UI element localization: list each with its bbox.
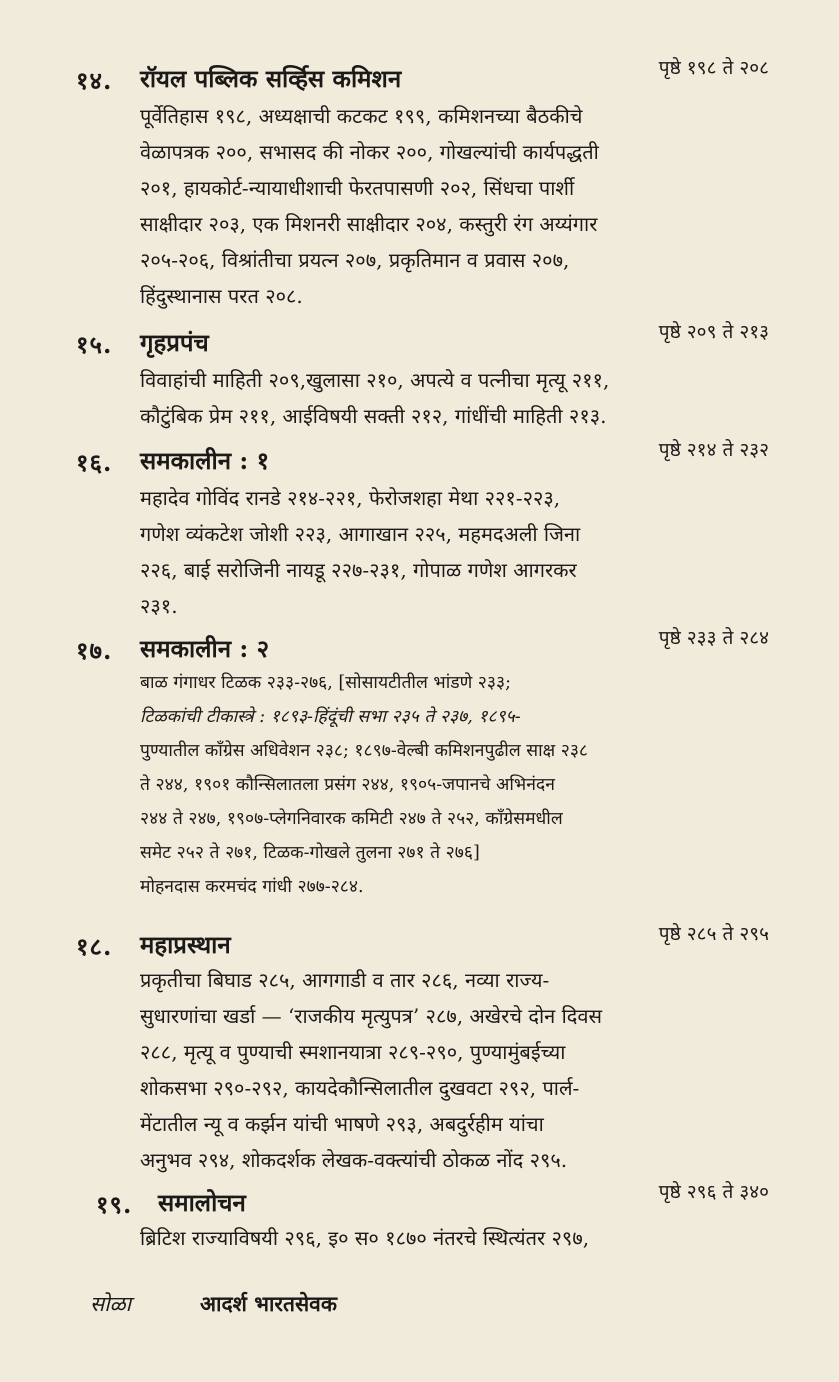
toc-entry-16 — [0, 439, 839, 618]
entry-line: सुधारणांचा खर्डा — ‘राजकीय मृत्युपत्र’ २८७, अखेरचे दोन दिवस — [140, 1004, 603, 1028]
entry-line: वेळापत्रक २००, सभासद की नोकर २००, गोखल्यांची कार्यपद्धती — [140, 140, 599, 164]
entry-body — [140, 666, 780, 904]
entry-body — [140, 362, 780, 434]
entry-line: मेंटातील न्यू व कर्झन यांची भाषणे २९३, अबदुर्रहीम यांचा — [140, 1112, 544, 1136]
entry-number: १५. — [76, 330, 113, 359]
toc-entry-18 — [0, 923, 839, 1172]
page-footer — [90, 1290, 690, 1330]
entry-line: अनुभव २९४, शोकदर्शक लेखक-वक्त्यांची ठोकळ नोंद २९५. — [140, 1148, 568, 1172]
entry-number: १६. — [76, 448, 113, 477]
entry-title: समालोचन — [158, 1188, 246, 1217]
entry-body — [140, 98, 780, 314]
entry-line: साक्षीदार २०३, एक मिशनरी साक्षीदार २०४, कस्तुरी रंग अय्यंगार — [140, 212, 598, 236]
entry-line: गणेश व्यंकटेश जोशी २२३, आगाखान २२५, महमदअली जिना — [140, 522, 581, 546]
entry-header — [0, 58, 839, 102]
entry-body — [140, 1220, 780, 1256]
toc-entry-14 — [0, 57, 839, 308]
toc-entry-17 — [0, 627, 839, 897]
entry-title: रॉयल पब्लिक सर्व्हिस कमिशन — [140, 64, 402, 93]
entry-title: महाप्रस्थान — [140, 930, 231, 959]
running-book-title: आदर्श भारतसेवक — [200, 1291, 337, 1316]
entry-page-range: पृष्ठे २०९ ते २१३ — [658, 321, 769, 343]
entry-page-range: पृष्ठे २३३ ते २८४ — [658, 627, 769, 649]
entry-line: बाळ गंगाधर टिळक २३३-२७६, [सोसायटीतील भांडणे २३३; — [140, 673, 511, 693]
entry-line: प्रकृतीचा बिघाड २८५, आगगाडी व तार २८६, नव्या राज्य- — [140, 968, 550, 992]
toc-entry-15 — [0, 321, 839, 428]
entry-line: विवाहांची माहिती २०९,खुलासा २१०, अपत्ये व पत्नीचा मृत्यू २११, — [140, 368, 610, 392]
entry-line: ते २४४, १९०१ कौन्सिलातला प्रसंग २४४, १९०५-जपानचे अभिनंदन — [140, 775, 555, 795]
entry-line: २४४ ते २४७, १९०७-प्लेगनिवारक कमिटी २४७ ते २५२, काँग्रेसमधील — [140, 809, 563, 829]
entry-header — [0, 440, 839, 484]
entry-line: महादेव गोविंद रानडे २१४-२२१, फेरोजशहा मेथा २२१-२२३, — [140, 486, 561, 510]
entry-line: टिळकांची टीकास्त्रे : १८९३-हिंदूंची सभा २३५ ते २३७, १८९५- — [140, 707, 521, 727]
entry-line: मोहनदास करमचंद गांधी २७७-२८४. — [140, 877, 364, 897]
entry-title: गृहप्रपंच — [140, 328, 209, 357]
entry-line: शोकसभा २९०-२९२, कायदेकौन्सिलातील दुखवटा २९२, पार्ल- — [140, 1076, 580, 1100]
entry-number: १७. — [76, 636, 113, 665]
entry-line: २०५-२०६, विश्रांतीचा प्रयत्न २०७, प्रकृतिमान व प्रवास २०७, — [140, 248, 570, 272]
entry-line: २०१, हायकोर्ट-न्यायाधीशाची फेरतपासणी २०२, सिंधचा पार्शी — [140, 176, 575, 200]
entry-page-range: पृष्ठे २९६ ते ३४० — [658, 1181, 769, 1203]
entry-number: १८. — [76, 932, 113, 961]
entry-number: १९. — [96, 1190, 133, 1219]
entry-line: समेट २५२ ते २७१, टिळक-गोखले तुलना २७१ ते २७६] — [140, 843, 480, 863]
page-folio: सोळा — [90, 1292, 132, 1316]
entry-body — [140, 962, 780, 1178]
entry-line: पुण्यातील काँग्रेस अधिवेशन २३८; १८९७-वेल्बी कमिशनपुढील साक्ष २३८ — [140, 741, 589, 761]
entry-line: कौटुंबिक प्रेम २११, आईविषयी सक्ती २१२, गांधींची माहिती २१३. — [140, 404, 607, 428]
entry-page-range: पृष्ठे २१४ ते २३२ — [658, 439, 769, 461]
entry-line: २८८, मृत्यू व पुण्याची स्मशानयात्रा २८९-२९०, पुण्यामुंबईच्या — [140, 1040, 566, 1064]
entry-number: १४. — [76, 66, 113, 95]
entry-title: समकालीन : १ — [140, 446, 270, 475]
entry-line: २३१. — [140, 594, 178, 618]
entry-page-range: पृष्ठे १९८ ते २०८ — [658, 57, 769, 79]
toc-entry-19 — [0, 1181, 839, 1250]
entry-line: हिंदुस्थानास परत २०८. — [140, 284, 303, 308]
entry-header — [0, 322, 839, 366]
entry-line: २२६, बाई सरोजिनी नायडू २२७-२३१, गोपाळ गणेश आगरकर — [140, 558, 577, 582]
entry-line: पूर्वेतिहास १९८, अध्यक्षाची कटकट १९९, कमिशनच्या बैठकीचे — [140, 104, 583, 128]
entry-body — [140, 480, 780, 624]
entry-title: समकालीन : २ — [140, 634, 270, 663]
entry-line: ब्रिटिश राज्याविषयी २९६, इ० स० १८७० नंतरचे स्थित्यंतर २९७, — [140, 1226, 590, 1250]
entry-page-range: पृष्ठे २८५ ते २९५ — [658, 923, 769, 945]
